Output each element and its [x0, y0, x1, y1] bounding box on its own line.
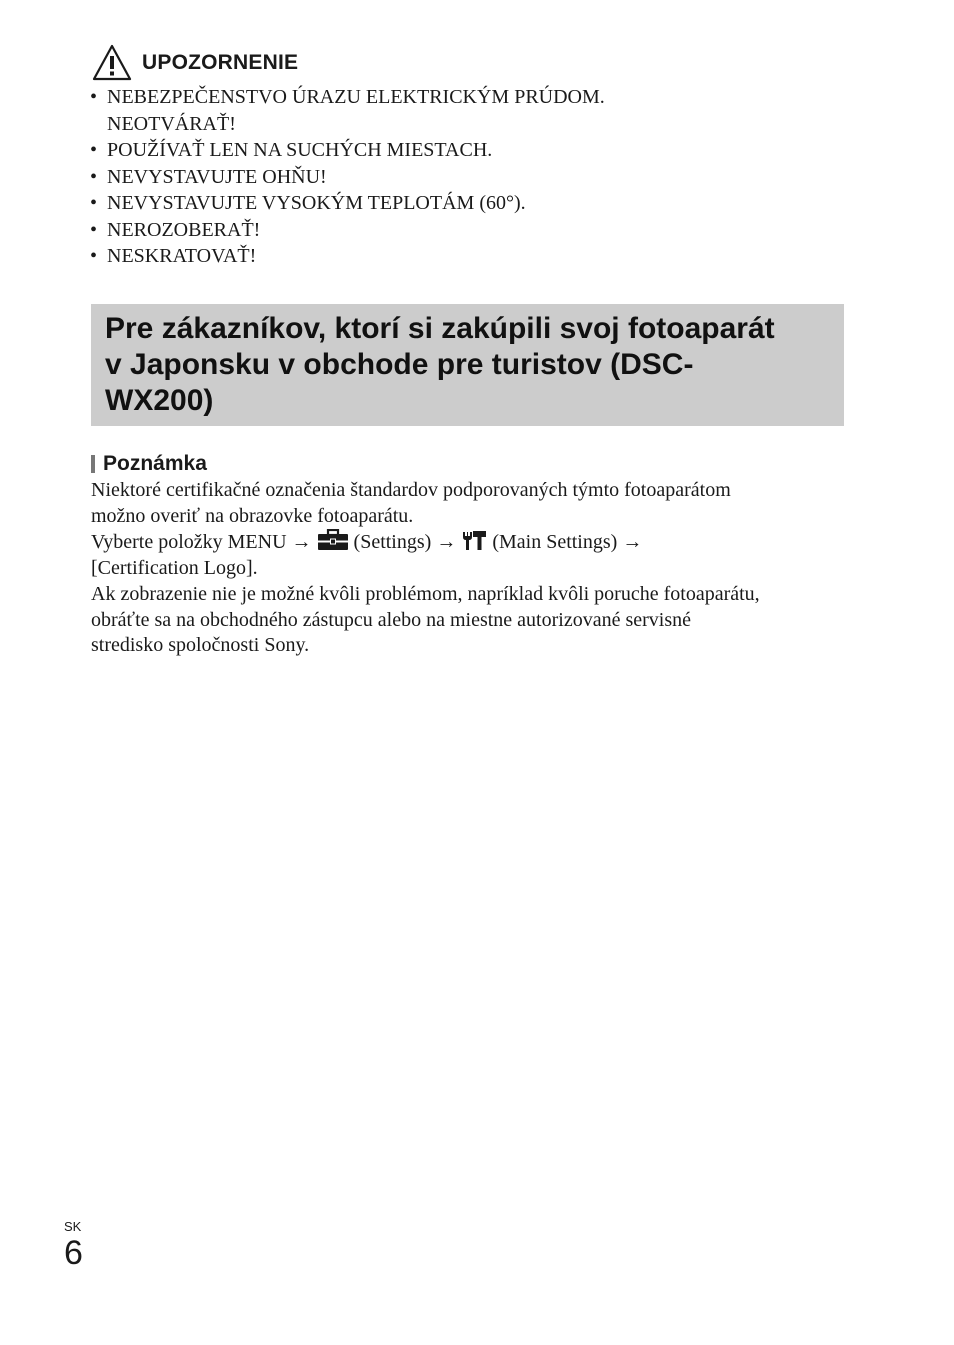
- arrow-right-icon: →: [291, 531, 312, 554]
- page-number: 6: [64, 1234, 83, 1272]
- warning-item-text: NEVYSTAVUJTE VYSOKÝM TEPLOTÁM (60°).: [107, 192, 526, 214]
- note-title: Poznámka: [103, 452, 207, 475]
- warning-item: [90, 164, 850, 191]
- note-line: Ak zobrazenie nie je možné kvôli problémom, napríklad kvôli poruche fotoaparátu,: [91, 582, 760, 605]
- bullet: •: [90, 192, 98, 214]
- section-title-line: WX200): [105, 384, 214, 417]
- language-code: SK: [64, 1219, 82, 1234]
- settings-label: (Settings): [353, 531, 432, 554]
- note-paragraph: [91, 478, 851, 659]
- note-line: Niektoré certifikačné označenia štandardov podporovaných týmto fotoaparátom: [91, 479, 731, 501]
- note-marker-bar: [91, 455, 95, 473]
- warning-item-text: NESKRATOVAŤ!: [107, 245, 257, 267]
- note-line: možno overiť na obrazovke fotoaparátu.: [91, 504, 414, 527]
- section-heading-box: [91, 304, 844, 426]
- bullet: •: [90, 218, 98, 241]
- note-line: obráťte sa na obchodného zástupcu alebo na miestne autorizované servisné: [91, 608, 691, 631]
- warning-item-text-continued: NEOTVÁRAŤ!: [107, 112, 236, 135]
- warning-item: [90, 137, 850, 164]
- warning-item: [90, 243, 850, 270]
- warning-item-text: NEVYSTAVUJTE OHŇU!: [107, 165, 327, 188]
- section-title: [105, 311, 830, 419]
- menu-path-prefix: Vyberte položky MENU: [91, 531, 287, 554]
- warning-item-text: POUŽÍVAŤ LEN NA SUCHÝCH MIESTACH.: [107, 139, 493, 161]
- warning-item: [90, 217, 850, 244]
- bullet: •: [90, 245, 98, 267]
- section-title-line: v Japonsku v obchode pre turistov (DSC-: [105, 348, 694, 381]
- warning-item-text: NEBEZPEČENSTVO ÚRAZU ELEKTRICKÝM PRÚDOM.: [107, 86, 605, 108]
- page-footer: [64, 1219, 83, 1271]
- warning-triangle-icon: [92, 44, 132, 82]
- main-settings-label: (Main Settings): [492, 531, 618, 554]
- warning-title: UPOZORNENIE: [142, 51, 299, 74]
- bullet: •: [90, 165, 98, 188]
- note-heading: [91, 450, 851, 478]
- warning-item-text: NEROZOBERAŤ!: [107, 218, 261, 241]
- wrench-hammer-icon: [461, 529, 487, 551]
- bullet: •: [90, 86, 98, 108]
- arrow-right-icon: →: [622, 531, 643, 554]
- warning-list: [90, 84, 850, 270]
- note-line: stredisko spoločnosti Sony.: [91, 634, 310, 657]
- section-title-line: Pre zákazníkov, ktorí si zakúpili svoj fotoaparát: [105, 312, 775, 345]
- note-block: [91, 450, 851, 659]
- warning-item: [90, 84, 850, 137]
- warning-item: [90, 190, 850, 217]
- arrow-right-icon: →: [436, 531, 457, 554]
- certification-logo-item: [Certification Logo].: [91, 557, 258, 580]
- warning-heading: [90, 44, 850, 82]
- warning-block: [90, 44, 850, 270]
- bullet: •: [90, 139, 98, 161]
- toolbox-icon: [317, 529, 349, 551]
